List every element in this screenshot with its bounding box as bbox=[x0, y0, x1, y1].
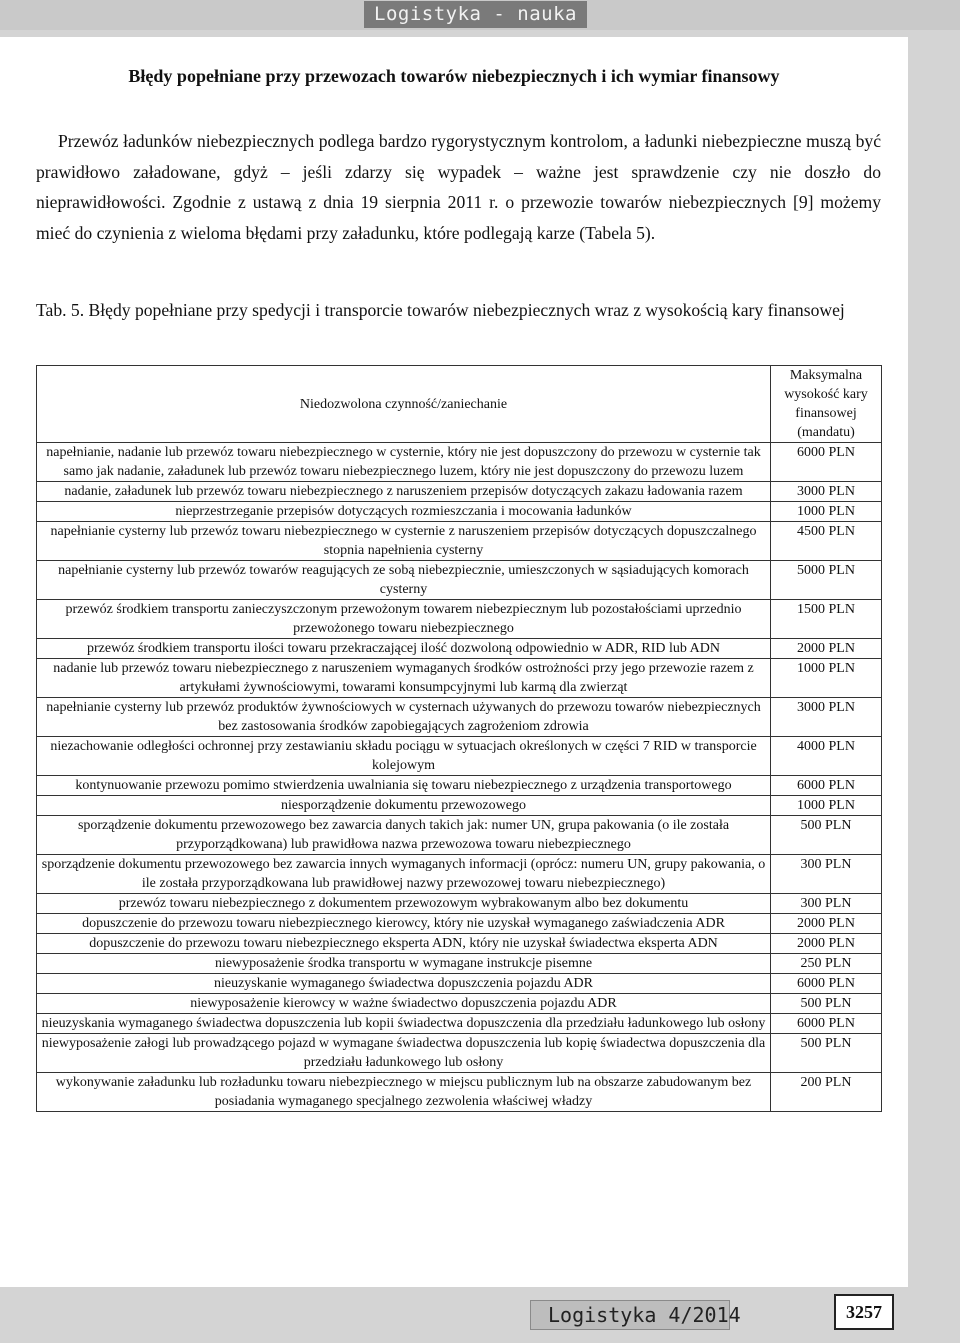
table-row bbox=[37, 659, 882, 698]
violation-cell: nieuzyskanie wymaganego świadectwa dopuszczenia pojazdu ADR bbox=[37, 974, 771, 994]
footer-journal-issue: Logistyka 4/2014 bbox=[548, 1303, 741, 1327]
fine-cell: 5000 PLN bbox=[771, 561, 882, 600]
fine-cell: 250 PLN bbox=[771, 954, 882, 974]
table-row bbox=[37, 855, 882, 894]
table-row bbox=[37, 914, 882, 934]
fine-cell: 2000 PLN bbox=[771, 934, 882, 954]
table-row bbox=[37, 443, 882, 482]
fine-cell: 1500 PLN bbox=[771, 600, 882, 639]
table-row bbox=[37, 737, 882, 776]
table-header-row bbox=[37, 366, 882, 443]
fine-cell: 2000 PLN bbox=[771, 639, 882, 659]
fine-cell: 6000 PLN bbox=[771, 974, 882, 994]
violation-cell: niesporządzenie dokumentu przewozowego bbox=[37, 796, 771, 816]
fine-cell: 300 PLN bbox=[771, 894, 882, 914]
fine-cell: 500 PLN bbox=[771, 994, 882, 1014]
table-row bbox=[37, 522, 882, 561]
table-row bbox=[37, 796, 882, 816]
table-row bbox=[37, 639, 882, 659]
header-violation: Niedozwolona czynność/zaniechanie bbox=[37, 366, 771, 443]
violation-cell: dopuszczenie do przewozu towaru niebezpiecznego kierowcy, który nie uzyskał wymaganego zaświadczenia ADR bbox=[37, 914, 771, 934]
fine-cell: 3000 PLN bbox=[771, 482, 882, 502]
table-row bbox=[37, 698, 882, 737]
violation-cell: niezachowanie odległości ochronnej przy zestawianiu składu pociągu w sytuacjach określonych w części 7 RID w transporcie kolejowym bbox=[37, 737, 771, 776]
table-row bbox=[37, 561, 882, 600]
violation-cell: sporządzenie dokumentu przewozowego bez zawarcia danych takich jak: numer UN, grupa pakowania (o ile została przyporządkowana) lub prawidłowa nazwa przewozowa towaru niebezpiecznego bbox=[37, 816, 771, 855]
fine-cell: 6000 PLN bbox=[771, 776, 882, 796]
table-row bbox=[37, 1034, 882, 1073]
document-page bbox=[0, 37, 908, 1287]
table-row bbox=[37, 816, 882, 855]
table-row bbox=[37, 974, 882, 994]
violation-cell: kontynuowanie przewozu pomimo stwierdzenia uwalniania się towaru niebezpiecznego z urządzenia transportowego bbox=[37, 776, 771, 796]
fine-cell: 2000 PLN bbox=[771, 914, 882, 934]
violation-cell: napełnianie cysterny lub przewóz produktów żywnościowych w cysternach używanych do przewozu towarów niebezpiecznych bez zastosowania środków zapobiegających zagrożeniom zdrowia bbox=[37, 698, 771, 737]
table-row bbox=[37, 482, 882, 502]
table-row bbox=[37, 1014, 882, 1034]
violation-cell: nieprzestrzeganie przepisów dotyczących rozmieszczania i mocowania ładunków bbox=[37, 502, 771, 522]
fine-cell: 1000 PLN bbox=[771, 659, 882, 698]
violation-cell: wykonywanie załadunku lub rozładunku towaru niebezpiecznego w miejscu publicznym lub na obszarze zabudowanym bez posiadania wymaganego specjalnego zezwolenia właściwej władzy bbox=[37, 1073, 771, 1112]
table-caption: Tab. 5. Błędy popełniane przy spedycji i transporcie towarów niebezpiecznych wraz z wysokością kary finansowej bbox=[36, 300, 845, 320]
fine-cell: 500 PLN bbox=[771, 816, 882, 855]
fine-cell: 4500 PLN bbox=[771, 522, 882, 561]
fine-cell: 300 PLN bbox=[771, 855, 882, 894]
violation-cell: napełnianie, nadanie lub przewóz towaru niebezpiecznego w cysternie, który nie jest dopuszczony do przewozu w cysternie tak samo jak nadanie, załadunek lub przewóz towaru niebezpiecznego luzem, który nie jest dopuszczony do przewozu luzem bbox=[37, 443, 771, 482]
violation-cell: nadanie, załadunek lub przewóz towaru niebezpiecznego z naruszeniem przepisów dotyczących zakazu ładowania razem bbox=[37, 482, 771, 502]
violation-cell: dopuszczenie do przewozu towaru niebezpiecznego eksperta ADN, który nie uzyskał świadectwa eksperta ADN bbox=[37, 934, 771, 954]
table-row bbox=[37, 994, 882, 1014]
table-row bbox=[37, 934, 882, 954]
violation-cell: napełnianie cysterny lub przewóz towaru niebezpiecznego w cysternie z naruszeniem przepisów dotyczących dopuszczalnego stopnia napełnienia cysterny bbox=[37, 522, 771, 561]
violation-cell: napełnianie cysterny lub przewóz towarów reagujących ze sobą niebezpiecznie, umieszczonych w sąsiadujących komorach cysterny bbox=[37, 561, 771, 600]
fine-cell: 6000 PLN bbox=[771, 443, 882, 482]
violation-cell: niewyposażenie środka transportu w wymagane instrukcje pisemne bbox=[37, 954, 771, 974]
violation-cell: sporządzenie dokumentu przewozowego bez zawarcia innych wymaganych informacji (oprócz: numeru UN, grupy pakowania, o ile została przyporządkowana lub prawidłowej nazwy przewozowej towaru niebezpiecznego) bbox=[37, 855, 771, 894]
fine-cell: 6000 PLN bbox=[771, 1014, 882, 1034]
fine-cell: 200 PLN bbox=[771, 1073, 882, 1112]
table-body bbox=[37, 443, 882, 1112]
table-row bbox=[37, 1073, 882, 1112]
violations-table bbox=[36, 365, 882, 1112]
table-row bbox=[37, 502, 882, 522]
article-title: Błędy popełniane przy przewozach towarów niebezpiecznych i ich wymiar finansowy bbox=[128, 66, 780, 86]
violation-cell: przewóz towaru niebezpiecznego z dokumentem przewozowym wybrakowanym albo bez dokumentu bbox=[37, 894, 771, 914]
violation-cell: przewóz środkiem transportu zanieczyszczonym przewożonym towarem niebezpiecznym lub pozostałościami uprzednio przewożonego towaru niebezpiecznego bbox=[37, 600, 771, 639]
violation-cell: przewóz środkiem transportu ilości towaru przekraczającej ilość dozwoloną odpowiednio w ADR, RID lub ADN bbox=[37, 639, 771, 659]
fine-cell: 1000 PLN bbox=[771, 796, 882, 816]
header-max-fine: Maksymalna wysokość kary finansowej (mandatu) bbox=[771, 366, 882, 443]
table-row bbox=[37, 894, 882, 914]
fine-cell: 3000 PLN bbox=[771, 698, 882, 737]
fine-cell: 4000 PLN bbox=[771, 737, 882, 776]
page-number: 3257 bbox=[834, 1294, 894, 1330]
table-row bbox=[37, 600, 882, 639]
fine-cell: 1000 PLN bbox=[771, 502, 882, 522]
top-banner bbox=[0, 0, 960, 30]
table-row bbox=[37, 776, 882, 796]
violation-cell: niewyposażenie kierowcy w ważne świadectwo dopuszczenia pojazdu ADR bbox=[37, 994, 771, 1014]
fine-cell: 500 PLN bbox=[771, 1034, 882, 1073]
table-row bbox=[37, 954, 882, 974]
violation-cell: nieuzyskania wymaganego świadectwa dopuszczenia lub kopii świadectwa dopuszczenia dla przedziału ładunkowego lub osłony bbox=[37, 1014, 771, 1034]
violation-cell: niewyposażenie załogi lub prowadzącego pojazd w wymagane świadectwa dopuszczenia lub kopię świadectwa dopuszczenia dla przedziału ładunkowego lub osłony bbox=[37, 1034, 771, 1073]
journal-section-tag: Logistyka - nauka bbox=[364, 1, 587, 28]
intro-paragraph: Przewóz ładunków niebezpiecznych podlega bardzo rygorystycznym kontrolom, a ładunki niebezpieczne muszą być prawidłowo załadowane, gdyż – jeśli zdarzy się wypadek – ważne jest sprawdzenie czy nie doszło do nieprawidłowości. Zgodnie z ustawą z dnia 19 sierpnia 2011 r. o przewozie towarów niebezpiecznych [9] możemy mieć do czynienia z wieloma błędami przy załadunku, które podlegają karze (Tabela 5). bbox=[36, 131, 881, 243]
violation-cell: nadanie lub przewóz towaru niebezpiecznego z naruszeniem wymaganych środków ostrożności przy jego przewozie razem z artykułami żywnościowymi, towarami konsumpcyjnymi lub karmą dla zwierząt bbox=[37, 659, 771, 698]
